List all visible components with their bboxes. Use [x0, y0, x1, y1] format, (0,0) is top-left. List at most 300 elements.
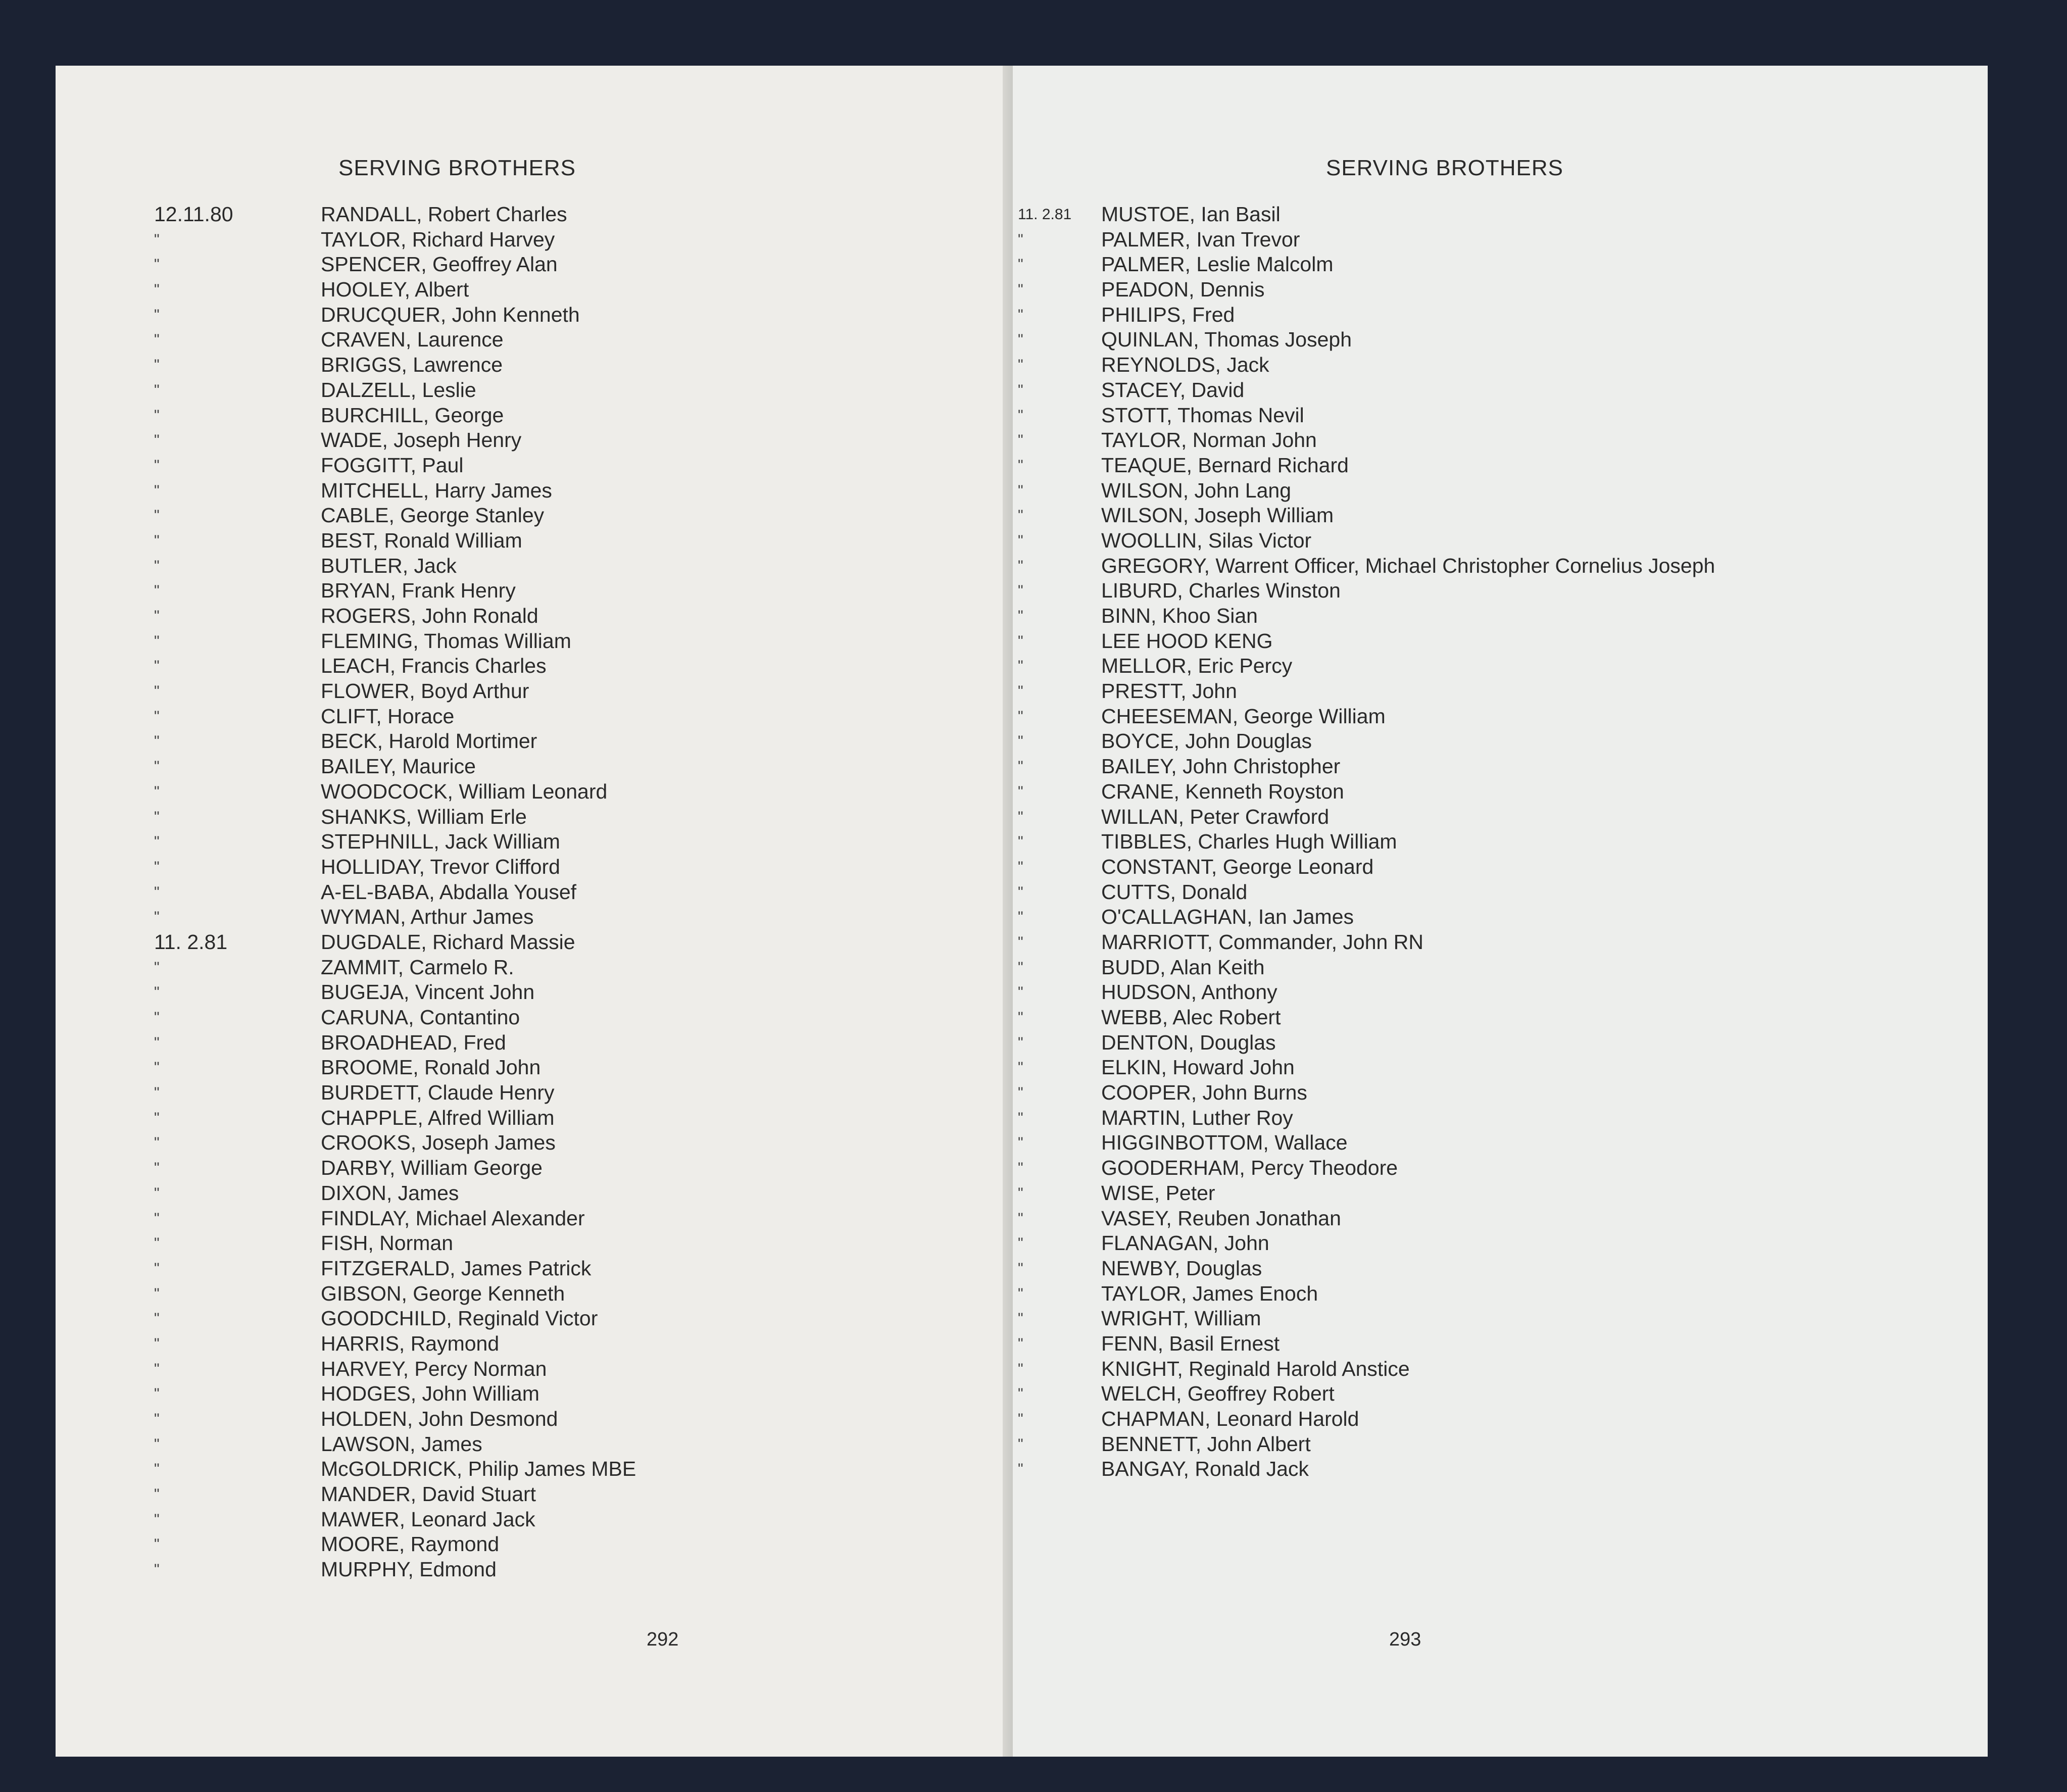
list-item	[56, 1557, 1010, 1582]
entry-name: CABLE, George Stanley	[321, 504, 545, 527]
entry-name: WILSON, Joseph William	[1101, 504, 1334, 527]
entry-name: CLIFT, Horace	[321, 704, 455, 728]
entry-date: "	[1018, 783, 1023, 800]
list-item	[1013, 604, 1988, 629]
list-item	[1013, 1005, 1988, 1030]
entry-name: MOORE, Raymond	[321, 1532, 500, 1556]
list-item	[56, 1206, 1010, 1231]
right-page	[1013, 66, 1988, 1757]
entry-date: "	[1018, 1059, 1023, 1076]
list-item	[1013, 403, 1988, 428]
entry-name: SPENCER, Geoffrey Alan	[321, 253, 558, 276]
entry-date: "	[154, 783, 160, 800]
list-item	[1013, 955, 1988, 980]
entry-name: STEPHNILL, Jack William	[321, 830, 560, 854]
entry-date: "	[154, 331, 160, 349]
entry-name: FENN, Basil Ernest	[1101, 1331, 1280, 1355]
entry-date: "	[1018, 1109, 1023, 1126]
list-item	[56, 980, 1010, 1005]
entry-date: "	[154, 708, 160, 725]
list-item	[1013, 980, 1988, 1005]
page-number: 293	[1389, 1629, 1421, 1650]
entry-name: CRAVEN, Laurence	[321, 328, 504, 352]
entry-date: "	[154, 1486, 160, 1503]
list-item	[1013, 1181, 1988, 1206]
entry-date: "	[154, 909, 160, 926]
list-item	[56, 1231, 1010, 1256]
list-item	[56, 704, 1010, 729]
entry-name: WYMAN, Arthur James	[321, 905, 534, 929]
entry-date: "	[154, 1034, 160, 1051]
entry-name: WEBB, Alec Robert	[1101, 1006, 1281, 1029]
list-item	[1013, 252, 1988, 277]
entry-name: GOODCHILD, Reginald Victor	[321, 1307, 598, 1330]
list-item	[1013, 654, 1988, 679]
list-item	[1013, 1080, 1988, 1106]
entry-name: HARRIS, Raymond	[321, 1331, 500, 1355]
entry-name: CUTTS, Donald	[1101, 880, 1248, 904]
list-item	[1013, 1331, 1988, 1357]
entry-date: "	[154, 1009, 160, 1026]
page-header: SERVING BROTHERS	[338, 156, 576, 180]
list-item	[1013, 528, 1988, 554]
entry-name: DARBY, William George	[321, 1156, 543, 1180]
entry-name: MANDER, David Stuart	[321, 1482, 536, 1506]
list-item	[1013, 428, 1988, 453]
entry-date: "	[1018, 909, 1023, 926]
entry-date: "	[154, 658, 160, 675]
list-item	[1013, 478, 1988, 504]
entry-date: "	[1018, 632, 1023, 650]
list-item	[56, 1030, 1010, 1056]
list-item	[56, 227, 1010, 253]
entry-date: "	[154, 1385, 160, 1403]
entry-date: "	[1018, 1461, 1023, 1478]
list-item	[56, 1181, 1010, 1206]
entry-name: CHAPMAN, Leonard Harold	[1101, 1407, 1359, 1430]
list-item	[1013, 1357, 1988, 1382]
entry-date: "	[154, 1084, 160, 1102]
entry-name: REYNOLDS, Jack	[1101, 353, 1269, 377]
left-page	[56, 66, 1010, 1757]
entry-date: "	[1018, 658, 1023, 675]
entry-date: "	[1018, 1235, 1023, 1252]
entry-date: "	[154, 1335, 160, 1352]
entry-date: "	[154, 1210, 160, 1227]
list-item	[1013, 303, 1988, 328]
entry-date: "	[154, 532, 160, 549]
list-item	[56, 554, 1010, 579]
entry-date: "	[154, 1461, 160, 1478]
list-item	[1013, 754, 1988, 779]
entry-name: McGOLDRICK, Philip James MBE	[321, 1457, 636, 1481]
list-item	[56, 1381, 1010, 1407]
list-item	[1013, 227, 1988, 253]
entry-date: "	[1018, 1009, 1023, 1026]
entry-name: MARRIOTT, Commander, John RN	[1101, 930, 1423, 954]
entry-name: MAWER, Leonard Jack	[321, 1507, 535, 1531]
list-item	[1013, 704, 1988, 729]
list-item	[56, 604, 1010, 629]
entry-name: HOLLIDAY, Trevor Clifford	[321, 855, 560, 878]
list-item	[1013, 880, 1988, 905]
entry-date: "	[1018, 933, 1023, 951]
entry-date: "	[154, 1561, 160, 1578]
list-item	[56, 1457, 1010, 1482]
entry-date: "	[154, 1536, 160, 1553]
entry-name: CRANE, Kenneth Royston	[1101, 779, 1344, 803]
list-item	[56, 930, 1010, 955]
entry-name: FLOWER, Boyd Arthur	[321, 679, 529, 703]
list-item	[56, 528, 1010, 554]
entry-name: TEAQUE, Bernard Richard	[1101, 453, 1349, 477]
entry-name: BENNETT, John Albert	[1101, 1432, 1311, 1456]
entry-name: HIGGINBOTTOM, Wallace	[1101, 1131, 1348, 1155]
list-item	[1013, 629, 1988, 654]
entry-name: ELKIN, Howard John	[1101, 1056, 1295, 1079]
entry-date: "	[1018, 1034, 1023, 1051]
entry-date: "	[154, 1134, 160, 1152]
entry-name: CONSTANT, George Leonard	[1101, 855, 1374, 878]
entry-name: ZAMMIT, Carmelo R.	[321, 955, 514, 979]
entry-date: "	[154, 1184, 160, 1202]
entry-date: "	[1018, 256, 1023, 273]
entry-date: "	[1018, 381, 1023, 399]
entry-date: "	[154, 357, 160, 374]
entry-name: COOPER, John Burns	[1101, 1081, 1307, 1105]
entry-name: WELCH, Geoffrey Robert	[1101, 1382, 1335, 1406]
entry-date: "	[154, 733, 160, 750]
list-item	[56, 1130, 1010, 1156]
entry-name: BROOME, Ronald John	[321, 1056, 541, 1079]
list-item	[56, 1080, 1010, 1106]
entry-name: WOODCOCK, William Leonard	[321, 779, 608, 803]
entry-name: MITCHELL, Harry James	[321, 478, 552, 502]
entry-date: "	[154, 833, 160, 851]
list-item	[1013, 1281, 1988, 1307]
entry-date: "	[154, 1260, 160, 1277]
list-item	[1013, 930, 1988, 955]
entry-name: DIXON, James	[321, 1181, 459, 1205]
list-item	[56, 1005, 1010, 1030]
list-item	[56, 202, 1010, 227]
entry-name: WRIGHT, William	[1101, 1307, 1261, 1330]
entry-name: CHEESEMAN, George William	[1101, 704, 1386, 728]
entry-name: TAYLOR, Norman John	[1101, 428, 1317, 452]
entry-name: TIBBLES, Charles Hugh William	[1101, 830, 1397, 854]
entry-date: "	[154, 1411, 160, 1427]
entry-name: BRYAN, Frank Henry	[321, 579, 516, 603]
list-item	[1013, 855, 1988, 880]
list-item	[56, 1106, 1010, 1131]
entry-date: "	[154, 507, 160, 524]
list-item	[56, 327, 1010, 353]
entry-name: WILSON, John Lang	[1101, 478, 1292, 502]
entry-date: "	[154, 281, 160, 298]
entry-name: BOYCE, John Douglas	[1101, 729, 1312, 753]
entry-name: A-EL-BABA, Abdalla Yousef	[321, 880, 577, 904]
entry-name: DUGDALE, Richard Massie	[321, 930, 575, 954]
entry-name: HOOLEY, Albert	[321, 278, 469, 302]
entry-name: PHILIPS, Fred	[1101, 303, 1235, 326]
entry-date: "	[154, 231, 160, 248]
entry-date: "	[154, 407, 160, 424]
entry-name: LIBURD, Charles Winston	[1101, 579, 1341, 603]
entry-name: BUDD, Alan Keith	[1101, 955, 1265, 979]
entry-name: MUSTOE, Ian Basil	[1101, 203, 1281, 226]
list-item	[56, 277, 1010, 303]
entry-date: "	[1018, 306, 1023, 323]
entry-date: "	[154, 1109, 160, 1126]
entry-name: PALMER, Ivan Trevor	[1101, 227, 1300, 251]
entry-name: BURCHILL, George	[321, 403, 504, 427]
list-item	[56, 679, 1010, 704]
list-item	[56, 378, 1010, 403]
entry-name: MARTIN, Luther Roy	[1101, 1106, 1293, 1129]
list-item	[1013, 1055, 1988, 1080]
list-item	[56, 1055, 1010, 1080]
entry-date: "	[154, 608, 160, 624]
entry-date: "	[1018, 482, 1023, 499]
entry-name: CARUNA, Contantino	[321, 1006, 520, 1029]
list-item	[56, 353, 1010, 378]
entry-date: "	[154, 1235, 160, 1252]
list-item	[1013, 1306, 1988, 1331]
entry-name: FLEMING, Thomas William	[321, 629, 571, 653]
list-item	[1013, 1206, 1988, 1231]
entry-name: BANGAY, Ronald Jack	[1101, 1457, 1309, 1481]
page-header: SERVING BROTHERS	[1326, 156, 1563, 180]
entry-name: VASEY, Reuben Jonathan	[1101, 1206, 1341, 1230]
list-item	[1013, 353, 1988, 378]
entry-name: BECK, Harold Mortimer	[321, 729, 537, 753]
entry-date: "	[1018, 1285, 1023, 1302]
entry-name: TAYLOR, Richard Harvey	[321, 227, 555, 251]
list-item	[1013, 1231, 1988, 1256]
entry-name: HUDSON, Anthony	[1101, 980, 1277, 1004]
list-item	[56, 478, 1010, 504]
entry-name: RANDALL, Robert Charles	[321, 203, 567, 226]
list-item	[1013, 1106, 1988, 1131]
entry-date: "	[1018, 1411, 1023, 1427]
list-item	[56, 1357, 1010, 1382]
list-item	[1013, 554, 1988, 579]
list-item	[1013, 453, 1988, 478]
entry-date: "	[154, 1435, 160, 1453]
entry-name: PALMER, Leslie Malcolm	[1101, 253, 1334, 276]
entry-date: "	[1018, 457, 1023, 474]
list-item	[1013, 829, 1988, 855]
entry-name: STOTT, Thomas Nevil	[1101, 403, 1304, 427]
entry-name: CROOKS, Joseph James	[321, 1131, 556, 1155]
list-item	[56, 1281, 1010, 1307]
entry-date: "	[1018, 1435, 1023, 1453]
entry-name: DRUCQUER, John Kenneth	[321, 303, 580, 326]
list-item	[56, 1331, 1010, 1357]
entry-date: "	[1018, 281, 1023, 298]
list-item	[56, 1407, 1010, 1432]
entry-date: "	[1018, 733, 1023, 750]
entry-date: "	[154, 808, 160, 825]
entry-date: "	[1018, 833, 1023, 851]
list-item	[56, 880, 1010, 905]
entry-date: "	[154, 683, 160, 700]
list-item	[56, 303, 1010, 328]
list-item	[1013, 679, 1988, 704]
entry-name: STACEY, David	[1101, 378, 1245, 402]
entry-date: "	[1018, 532, 1023, 549]
entry-date: "	[1018, 407, 1023, 424]
entry-date: "	[1018, 432, 1023, 449]
entry-date: "	[154, 1511, 160, 1528]
list-item	[1013, 327, 1988, 353]
entry-name: LEE HOOD KENG	[1101, 629, 1273, 653]
entry-name: BINN, Khoo Sian	[1101, 604, 1258, 627]
entry-name: BAILEY, Maurice	[321, 755, 476, 778]
list-item	[56, 403, 1010, 428]
entry-date: "	[1018, 1385, 1023, 1403]
list-item	[56, 1507, 1010, 1532]
entry-name: FITZGERALD, James Patrick	[321, 1256, 592, 1280]
entry-date: "	[1018, 582, 1023, 600]
entry-name: BROADHEAD, Fred	[321, 1030, 506, 1054]
entry-name: MURPHY, Edmond	[321, 1558, 497, 1581]
entry-name: MELLOR, Eric Percy	[1101, 654, 1293, 678]
entry-date: "	[154, 306, 160, 323]
list-item	[1013, 1432, 1988, 1457]
list-item	[1013, 202, 1988, 227]
list-item	[1013, 503, 1988, 528]
entry-date: "	[154, 959, 160, 976]
entry-date: "	[1018, 858, 1023, 875]
entry-name: GREGORY, Warrent Officer, Michael Christopher Cornelius Joseph	[1101, 554, 1715, 577]
list-item	[1013, 1130, 1988, 1156]
entry-date: "	[1018, 708, 1023, 725]
entry-date: "	[1018, 1360, 1023, 1377]
list-item	[56, 729, 1010, 754]
list-item	[56, 252, 1010, 277]
page-number: 292	[647, 1629, 679, 1650]
entry-date: "	[1018, 984, 1023, 1001]
entry-name: BUTLER, Jack	[321, 554, 457, 577]
entry-date: "	[1018, 1160, 1023, 1177]
entry-name: FOGGITT, Paul	[321, 453, 464, 477]
entry-name: WILLAN, Peter Crawford	[1101, 805, 1330, 828]
entry-date: "	[1018, 1134, 1023, 1152]
entry-date: "	[154, 432, 160, 449]
entry-date: "	[154, 984, 160, 1001]
entry-name: ROGERS, John Ronald	[321, 604, 538, 627]
entry-date: "	[1018, 808, 1023, 825]
list-item	[1013, 1381, 1988, 1407]
list-item	[56, 905, 1010, 930]
list-item	[1013, 805, 1988, 830]
entry-name: QUINLAN, Thomas Joseph	[1101, 328, 1352, 352]
list-item	[56, 453, 1010, 478]
list-item	[56, 578, 1010, 604]
entry-name: LAWSON, James	[321, 1432, 482, 1456]
entry-name: BAILEY, John Christopher	[1101, 755, 1341, 778]
entry-name: WOOLLIN, Silas Victor	[1101, 528, 1312, 552]
entry-date: "	[1018, 557, 1023, 574]
list-item	[56, 503, 1010, 528]
entry-date: "	[154, 883, 160, 901]
entry-name: FINDLAY, Michael Alexander	[321, 1206, 585, 1230]
entry-list	[56, 202, 1010, 1582]
list-item	[1013, 1457, 1988, 1482]
entry-name: BURDETT, Claude Henry	[321, 1081, 555, 1105]
entry-date: "	[1018, 331, 1023, 349]
list-item	[56, 754, 1010, 779]
list-item	[56, 1306, 1010, 1331]
list-item	[56, 629, 1010, 654]
entry-name: GIBSON, George Kenneth	[321, 1281, 565, 1305]
entry-date: 11. 2.81	[154, 930, 228, 954]
list-item	[1013, 378, 1988, 403]
entry-name: BRIGGS, Lawrence	[321, 353, 503, 377]
entry-name: PEADON, Dennis	[1101, 278, 1265, 302]
list-item	[56, 1532, 1010, 1557]
entry-date: "	[1018, 357, 1023, 374]
entry-date: "	[1018, 959, 1023, 976]
entry-date: 12.11.80	[154, 203, 233, 226]
entry-name: CHAPPLE, Alfred William	[321, 1106, 555, 1129]
entry-name: HOLDEN, John Desmond	[321, 1407, 558, 1430]
entry-date: "	[154, 381, 160, 399]
entry-date: "	[154, 557, 160, 574]
entry-name: KNIGHT, Reginald Harold Anstice	[1101, 1357, 1410, 1380]
list-item	[56, 779, 1010, 805]
entry-date: "	[154, 1160, 160, 1177]
list-item	[1013, 277, 1988, 303]
entry-date: "	[154, 758, 160, 775]
entry-name: PRESTT, John	[1101, 679, 1237, 703]
list-item	[56, 1432, 1010, 1457]
entry-date: "	[1018, 1260, 1023, 1277]
entry-date: "	[154, 1059, 160, 1076]
entry-name: BUGEJA, Vincent John	[321, 980, 535, 1004]
list-item	[1013, 1407, 1988, 1432]
entry-name: TAYLOR, James Enoch	[1101, 1281, 1318, 1305]
entry-date: "	[1018, 608, 1023, 624]
list-item	[56, 1482, 1010, 1507]
list-item	[1013, 1156, 1988, 1181]
entry-date: "	[1018, 507, 1023, 524]
list-item	[1013, 905, 1988, 930]
list-item	[1013, 729, 1988, 754]
entry-date: "	[154, 256, 160, 273]
entry-name: HARVEY, Percy Norman	[321, 1357, 547, 1380]
entry-date: "	[154, 1360, 160, 1377]
list-item	[1013, 1256, 1988, 1281]
entry-name: LEACH, Francis Charles	[321, 654, 547, 678]
entry-name: NEWBY, Douglas	[1101, 1256, 1262, 1280]
entry-name: DENTON, Douglas	[1101, 1030, 1276, 1054]
entry-date: 11. 2.81	[1018, 206, 1072, 223]
entry-date: "	[1018, 683, 1023, 700]
entry-date: "	[1018, 1184, 1023, 1202]
entry-date: "	[154, 1285, 160, 1302]
entry-name: FISH, Norman	[321, 1231, 453, 1255]
entry-list	[1013, 202, 1988, 1482]
entry-date: "	[154, 482, 160, 499]
list-item	[56, 955, 1010, 980]
entry-name: O'CALLAGHAN, Ian James	[1101, 905, 1354, 929]
list-item	[1013, 1030, 1988, 1056]
entry-date: "	[154, 457, 160, 474]
list-item	[56, 1256, 1010, 1281]
entry-name: SHANKS, William Erle	[321, 805, 527, 828]
